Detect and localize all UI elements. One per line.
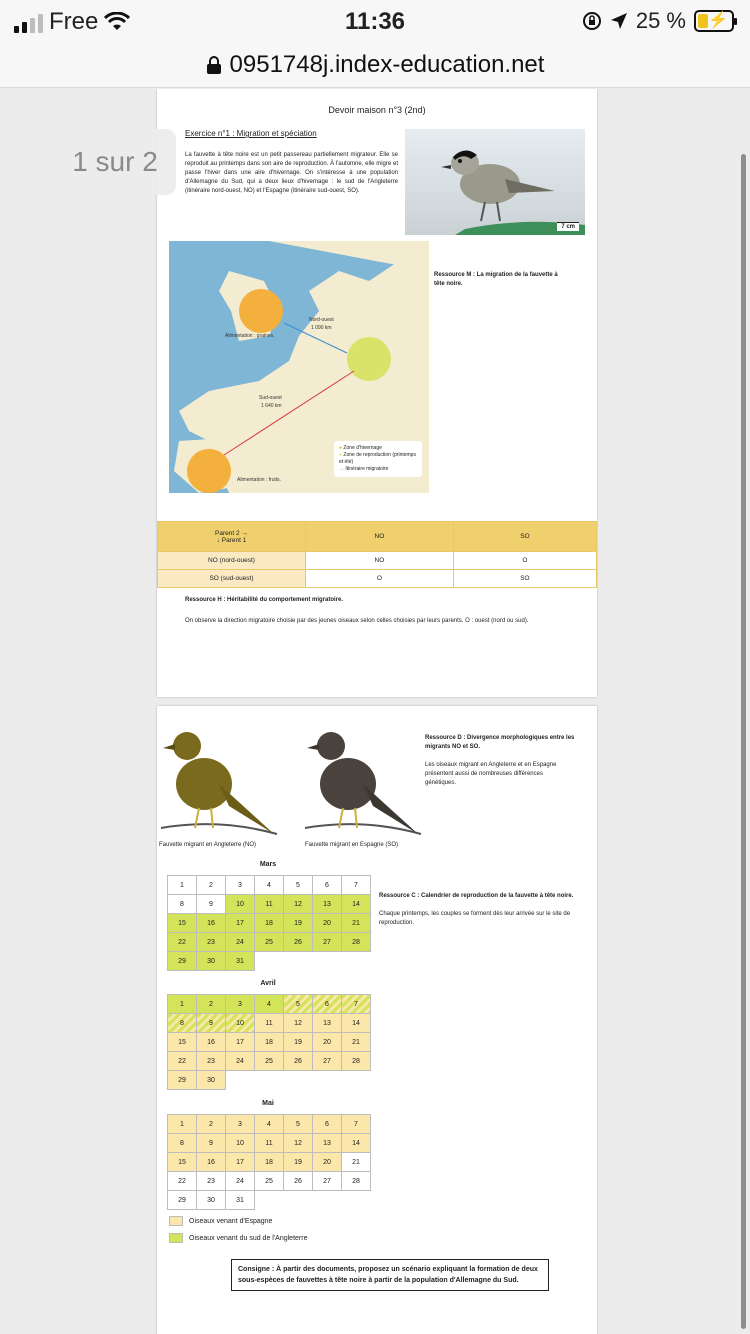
photo-scale-label: 7 cm (557, 222, 579, 231)
caption-so: Fauvette migrant en Espagne (SO) (305, 842, 399, 848)
page-indicator: 1 sur 2 (54, 129, 176, 195)
document-page-1 (157, 89, 597, 697)
resource-d-text: Les oiseaux migrant en Angleterre et en Espagne présentent aussi de nombreuses différences génétiques. (425, 762, 557, 786)
map-label-nw: Nord-ouest (309, 317, 334, 323)
carrier-name: Free (49, 8, 99, 35)
legend-wintering: ● Zone d'hivernage (339, 445, 382, 451)
charging-bolt-icon: ⚡ (708, 12, 728, 29)
exercise-title: Exercice n°1 : Migration et spéciation (185, 129, 317, 138)
map-label-nw-km: 1 090 km (311, 325, 332, 331)
calendar-mars: 1 2 3 4 5 6 7 8 9 10 11 12 13 14 15 16 17 18 19 20 21 22 23 24 25 26 27 28 29 30 31 (167, 875, 371, 971)
map-food-south: Alimentation : fruits. (237, 477, 281, 483)
month-mai: Mai (262, 1100, 274, 1107)
legend-england: Oiseaux venant du sud de l'Angleterre (169, 1233, 307, 1243)
resource-c-title: Ressource C : Calendrier de reproduction de la fauvette à tête noire. (379, 893, 574, 899)
consigne-box: Consigne : À partir des documents, proposez un scénario expliquant la formation de deux sous-espèces de fauvettes à tête noire à partir de la population d'Allemagne du Sud. (231, 1259, 549, 1291)
address-bar[interactable] (0, 42, 750, 88)
migration-map (169, 241, 429, 493)
bird-drawing-so (303, 724, 423, 840)
caption-no: Fauvette migrant en Angleterre (NO) (159, 842, 257, 848)
table-row: NO (nord-ouest) NO O (158, 552, 597, 570)
battery-percent: 25 % (635, 8, 686, 33)
location-arrow-icon (610, 12, 628, 30)
resource-c (379, 892, 574, 928)
document-title: Devoir maison n°3 (2nd) (328, 105, 426, 115)
url-text[interactable]: 0951748j.index-education.net (229, 50, 545, 78)
resource-d-title: Ressource D : Divergence morphologiques entre les migrants NO et SO. (425, 735, 575, 750)
table-corner: Parent 2 → ↓ Parent 1 (158, 522, 306, 552)
bird-drawing-no (159, 724, 279, 840)
blackcap-photo (405, 129, 585, 235)
map-food-north: Alimentation : graines. (225, 333, 275, 339)
heritability-table (157, 521, 597, 588)
exercise-intro: La fauvette à tête noire est un petit passereau partiellement migrateur. Elle se reproduit au printemps dans son aire de reproduction. À l'automne, elle migre et passe l'hiver dans une aire d'hivernage. On s'intéresse à une population d'Allemagne du Sud, qui a deux lieux d'hivernage : le sud de l'Angleterre (itinéraire nord-ouest, NO) et l'Espagne (itinéraire sud-ouest, SO). (185, 152, 398, 194)
legend-route: → Itinéraire migratoire (339, 466, 389, 472)
legend-swatch-spain (169, 1216, 183, 1226)
resource-m-caption: Ressource M : La migration de la fauvette à tête noire. (434, 272, 558, 287)
month-mars: Mars (259, 861, 277, 868)
legend-swatch-england (169, 1233, 183, 1243)
resource-d (425, 734, 575, 788)
scrollbar[interactable] (741, 154, 746, 1329)
battery-icon (694, 10, 734, 32)
table-col-so: SO (453, 522, 596, 552)
calendar-mai: 1 2 3 4 5 6 7 8 9 10 11 12 13 14 15 16 17 18 19 20 21 22 23 24 25 26 27 28 29 30 31 (167, 1114, 371, 1210)
calendar-avril: 1 2 3 4 5 6 7 8 9 10 11 12 13 14 15 16 17 18 19 20 21 22 23 24 25 26 27 28 29 30 (167, 994, 371, 1090)
resource-h-text: On observe la direction migratoire choisie par des jeunes oiseaux selon celles choisies par leurs parents. O : ouest (nord ou sud). (185, 618, 529, 624)
pdf-viewer[interactable] (0, 89, 750, 1334)
resource-h-title: Ressource H : Héritabilité du comportement migratoire. (185, 597, 344, 603)
document-page-2 (157, 706, 597, 1334)
resource-c-text: Chaque printemps, les couples se forment dès leur arrivée sur le site de reproduction. (379, 911, 571, 926)
month-avril: Avril (260, 980, 276, 987)
lock-icon (206, 55, 222, 75)
status-bar (0, 0, 750, 42)
status-right (582, 8, 734, 34)
map-label-sw: Sud-ouest (259, 395, 282, 401)
map-legend (334, 441, 422, 477)
map-label-sw-km: 1 640 km (261, 403, 282, 409)
orientation-lock-icon (582, 11, 602, 31)
table-row: SO (sud-ouest) O SO (158, 570, 597, 588)
legend-breeding: ● Zone de reproduction (printemps et été) (339, 452, 416, 465)
legend-spain: Oiseaux venant d'Espagne (169, 1216, 272, 1226)
table-col-no: NO (306, 522, 454, 552)
clock: 11:36 (344, 8, 406, 35)
